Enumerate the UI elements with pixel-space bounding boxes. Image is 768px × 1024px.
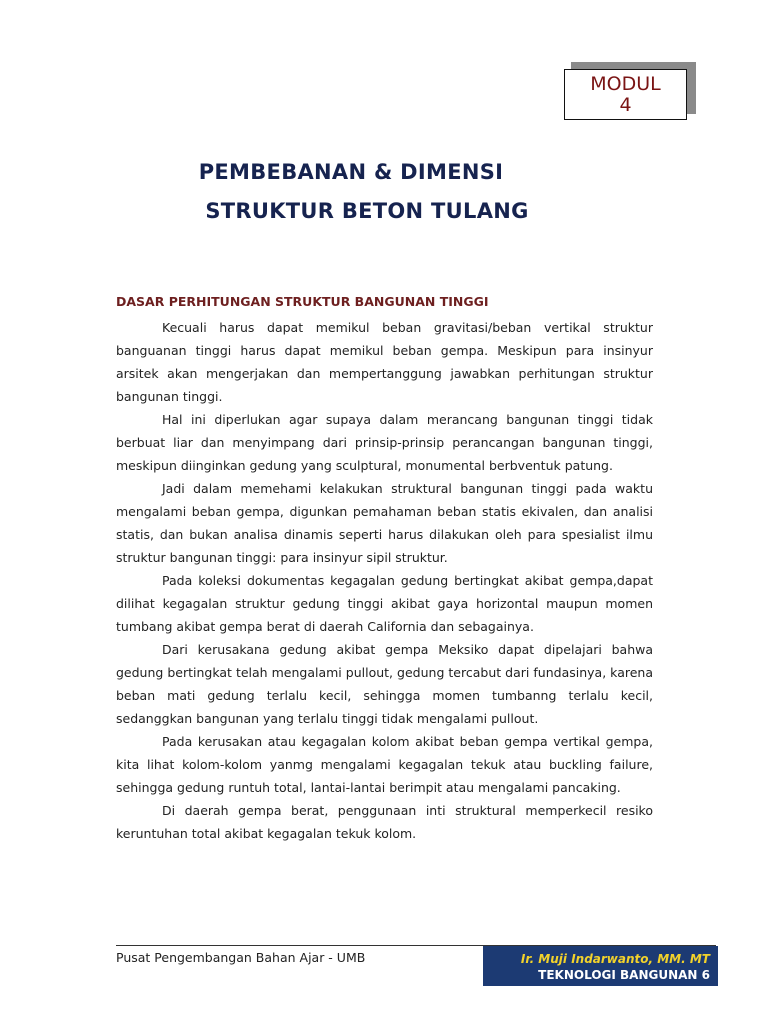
body-text: [116, 316, 653, 845]
paragraph: Hal ini diperlukan agar supaya dalam merancang bangunan tinggi tidak berbuat liar dan menyimpang dari prinsip-prinsip perancangan bangunan tinggi, meskipun diinginkan gedung yang sculptural, monumental berbventuk patung.: [116, 412, 653, 473]
footer-info-box: [483, 946, 718, 986]
paragraph: Kecuali harus dapat memikul beban gravitasi/beban vertikal struktur banguanan tinggi harus dapat memikul beban gempa. Meskipun para insinyur arsitek akan mengerjakan dan mempertanggung jawabkan perhitungan struktur bangunan tinggi.: [116, 320, 653, 404]
section-heading: DASAR PERHITUNGAN STRUKTUR BANGUNAN TINGGI: [116, 294, 489, 309]
module-box: [564, 69, 687, 120]
page-number: 6: [701, 968, 710, 982]
module-number: 4: [619, 94, 632, 116]
paragraph: Pada koleksi dokumentas kegagalan gedung bertingkat akibat gempa,dapat dilihat kegagalan struktur gedung tinggi akibat gaya horizontal maupun momen tumbang akibat gempa berat di daerah California dan sebagainya.: [116, 573, 653, 634]
paragraph: Dari kerusakana gedung akibat gempa Meksiko dapat dipelajari bahwa gedung bertingkat telah mengalami pullout, gedung tercabut dari fundasinya, karena beban mati gedung terlalu kecil, sehingga momen tumbanng terlalu kecil, sedanggkan bangunan yang terlalu tinggi tidak mengalami pullout.: [116, 642, 653, 726]
module-label: MODUL: [590, 73, 661, 95]
footer-course-line: [483, 967, 710, 983]
paragraph: Jadi dalam memehami kelakukan struktural bangunan tinggi pada waktu mengalami beban gempa, digunkan pemahaman beban statis ekivalen, dan analisi statis, dan bukan analisa dinamis seperti harus dilakukan oleh para spesialist ilmu struktur bangunan tinggi: para insinyur sipil struktur.: [116, 481, 653, 565]
paragraph: Di daerah gempa berat, penggunaan inti struktural memperkecil resiko keruntuhan total akibat kegagalan tekuk kolom.: [116, 803, 653, 841]
page-title-line-2: STRUKTUR BETON TULANG: [205, 199, 529, 223]
footer-course: TEKNOLOGI BANGUNAN: [538, 968, 698, 982]
footer-publisher: Pusat Pengembangan Bahan Ajar - UMB: [116, 950, 366, 965]
footer-author: Ir. Muji Indarwanto, MM. MT: [520, 952, 710, 966]
paragraph: Pada kerusakan atau kegagalan kolom akibat beban gempa vertikal gempa, kita lihat kolom-kolom yanmg mengalami kegagalan tekuk atau buckling failure, sehingga gedung runtuh total, lantai-lantai berimpit atau mengalami pancaking.: [116, 734, 653, 795]
page-title-line-1: PEMBEBANAN & DIMENSI: [198, 160, 504, 184]
